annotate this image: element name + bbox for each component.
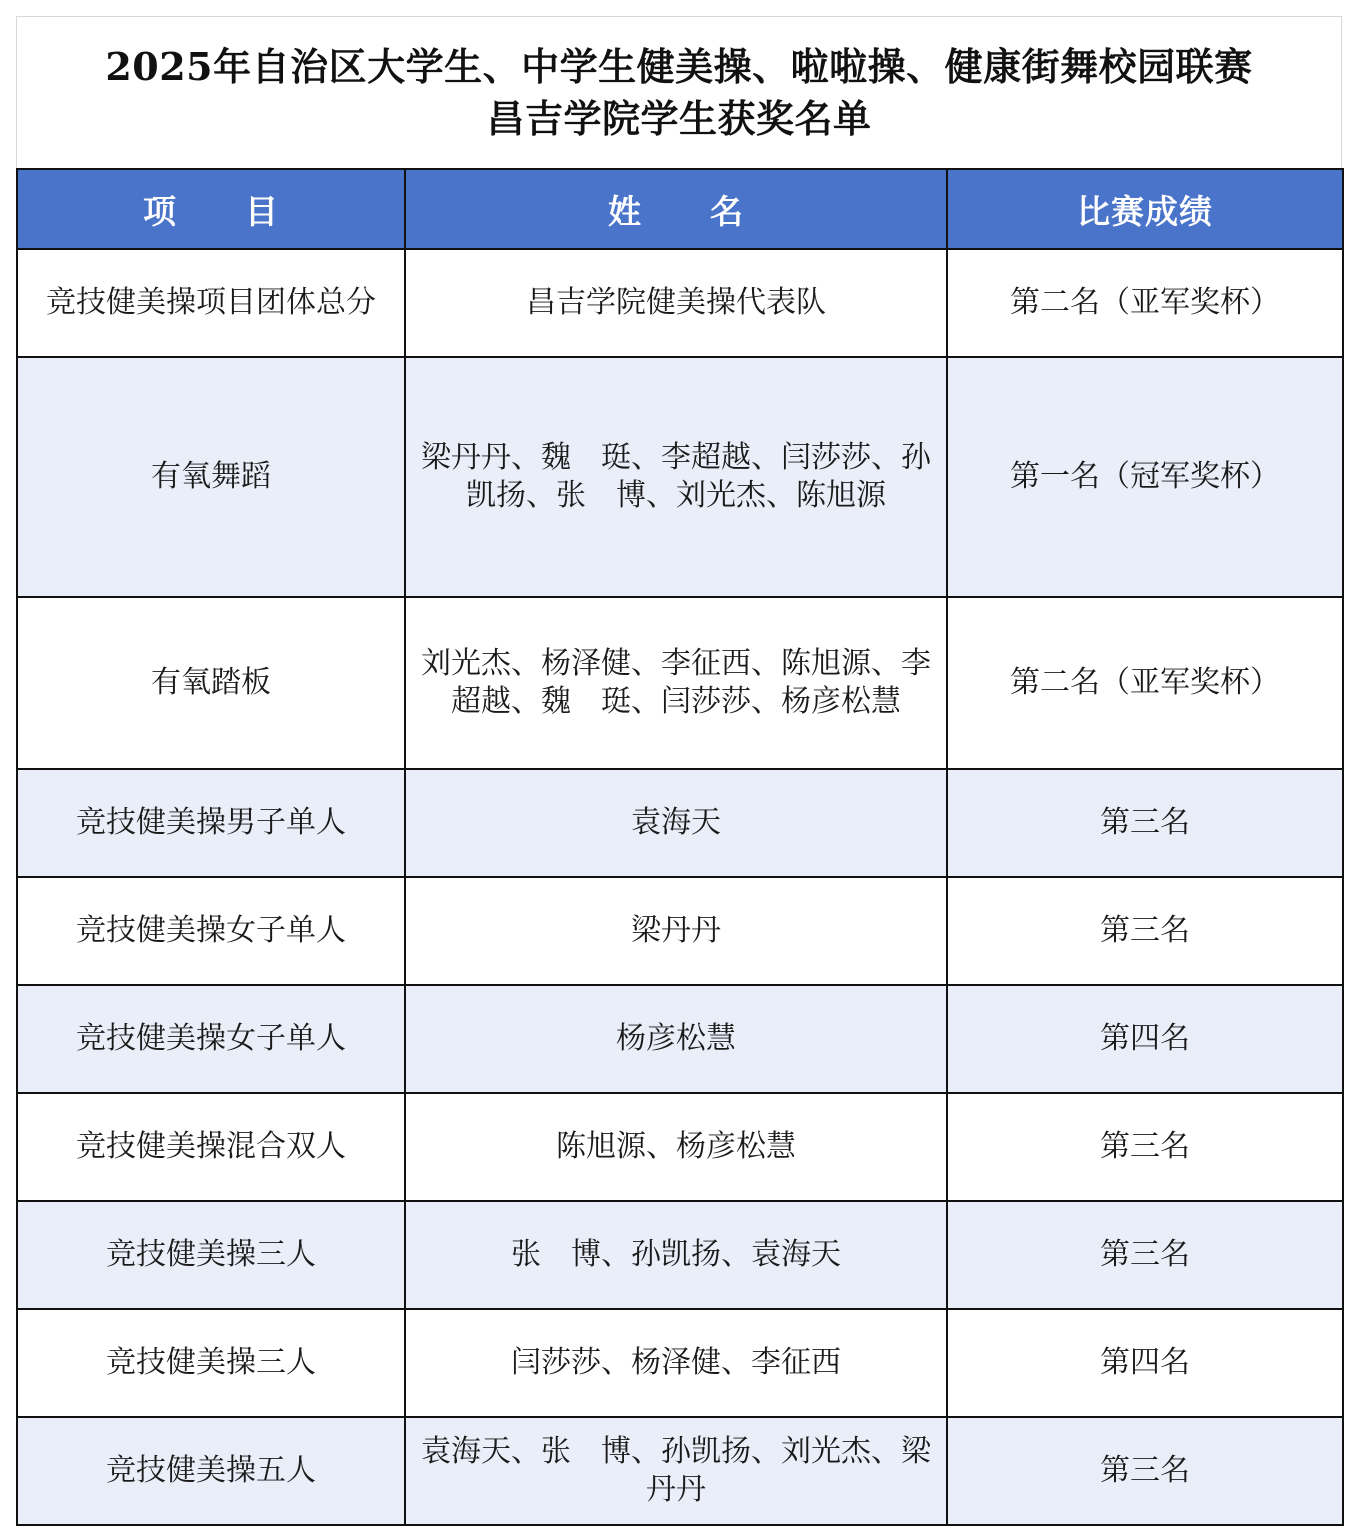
cell-name — [405, 1201, 947, 1309]
column-header-project: 项 目 — [17, 169, 405, 249]
cell-result: 第四名 — [947, 1309, 1343, 1417]
document-subtitle: 昌吉学院学生获奖名单 — [486, 95, 872, 141]
cell-name — [405, 357, 947, 597]
cell-result: 第三名 — [947, 877, 1343, 985]
cell-name — [405, 597, 947, 769]
table-row — [17, 1201, 1343, 1309]
cell-project: 竞技健美操男子单人 — [17, 769, 405, 877]
cell-project: 竞技健美操女子单人 — [17, 985, 405, 1093]
award-table — [16, 168, 1344, 1526]
cell-result: 第二名（亚军奖杯） — [947, 249, 1343, 357]
cell-result: 第三名 — [947, 769, 1343, 877]
table-row — [17, 769, 1343, 877]
table-row — [17, 357, 1343, 597]
table-row — [17, 1309, 1343, 1417]
cell-project: 有氧踏板 — [17, 597, 405, 769]
cell-project: 竞技健美操项目团体总分 — [17, 249, 405, 357]
column-header-name: 姓 名 — [405, 169, 947, 249]
cell-name-text: 张 博、孙凯扬、袁海天 — [511, 1237, 841, 1272]
table-row — [17, 985, 1343, 1093]
cell-name-text: 袁海天、张 博、孙凯扬、刘光杰、梁丹丹 — [421, 1434, 931, 1507]
cell-project: 竞技健美操五人 — [17, 1417, 405, 1525]
table-row — [17, 1093, 1343, 1201]
cell-result: 第三名 — [947, 1417, 1343, 1525]
cell-name — [405, 877, 947, 985]
cell-name-text: 梁丹丹、魏 珽、李超越、闫莎莎、孙凯扬、张 博、刘光杰、陈旭源 — [421, 440, 931, 513]
cell-name-text: 闫莎莎、杨泽健、李征西 — [511, 1345, 841, 1380]
cell-name-text: 梁丹丹 — [631, 913, 721, 948]
table-header-row — [17, 169, 1343, 249]
document-title: 2025年自治区大学生、中学生健美操、啦啦操、健康街舞校园联赛 — [105, 43, 1253, 89]
cell-result: 第一名（冠军奖杯） — [947, 357, 1343, 597]
table-row — [17, 1417, 1343, 1525]
cell-project: 有氧舞蹈 — [17, 357, 405, 597]
cell-name — [405, 769, 947, 877]
cell-result: 第四名 — [947, 985, 1343, 1093]
award-document — [16, 16, 1342, 1524]
cell-name-text: 袁海天 — [631, 805, 721, 840]
document-header — [16, 16, 1342, 168]
cell-project: 竞技健美操三人 — [17, 1201, 405, 1309]
cell-project: 竞技健美操女子单人 — [17, 877, 405, 985]
cell-project: 竞技健美操三人 — [17, 1309, 405, 1417]
column-header-result: 比赛成绩 — [947, 169, 1343, 249]
cell-name — [405, 1309, 947, 1417]
cell-name — [405, 985, 947, 1093]
cell-project: 竞技健美操混合双人 — [17, 1093, 405, 1201]
cell-name-text: 刘光杰、杨泽健、李征西、陈旭源、李超越、魏 珽、闫莎莎、杨彦松慧 — [421, 646, 931, 719]
cell-name — [405, 1093, 947, 1201]
cell-name-text: 陈旭源、杨彦松慧 — [556, 1129, 796, 1164]
cell-result: 第三名 — [947, 1093, 1343, 1201]
cell-result: 第三名 — [947, 1201, 1343, 1309]
cell-name — [405, 1417, 947, 1525]
cell-name-text: 昌吉学院健美操代表队 — [526, 285, 826, 320]
table-row — [17, 597, 1343, 769]
cell-result: 第二名（亚军奖杯） — [947, 597, 1343, 769]
cell-name — [405, 249, 947, 357]
cell-name-text: 杨彦松慧 — [616, 1021, 736, 1056]
table-row — [17, 877, 1343, 985]
table-row — [17, 249, 1343, 357]
